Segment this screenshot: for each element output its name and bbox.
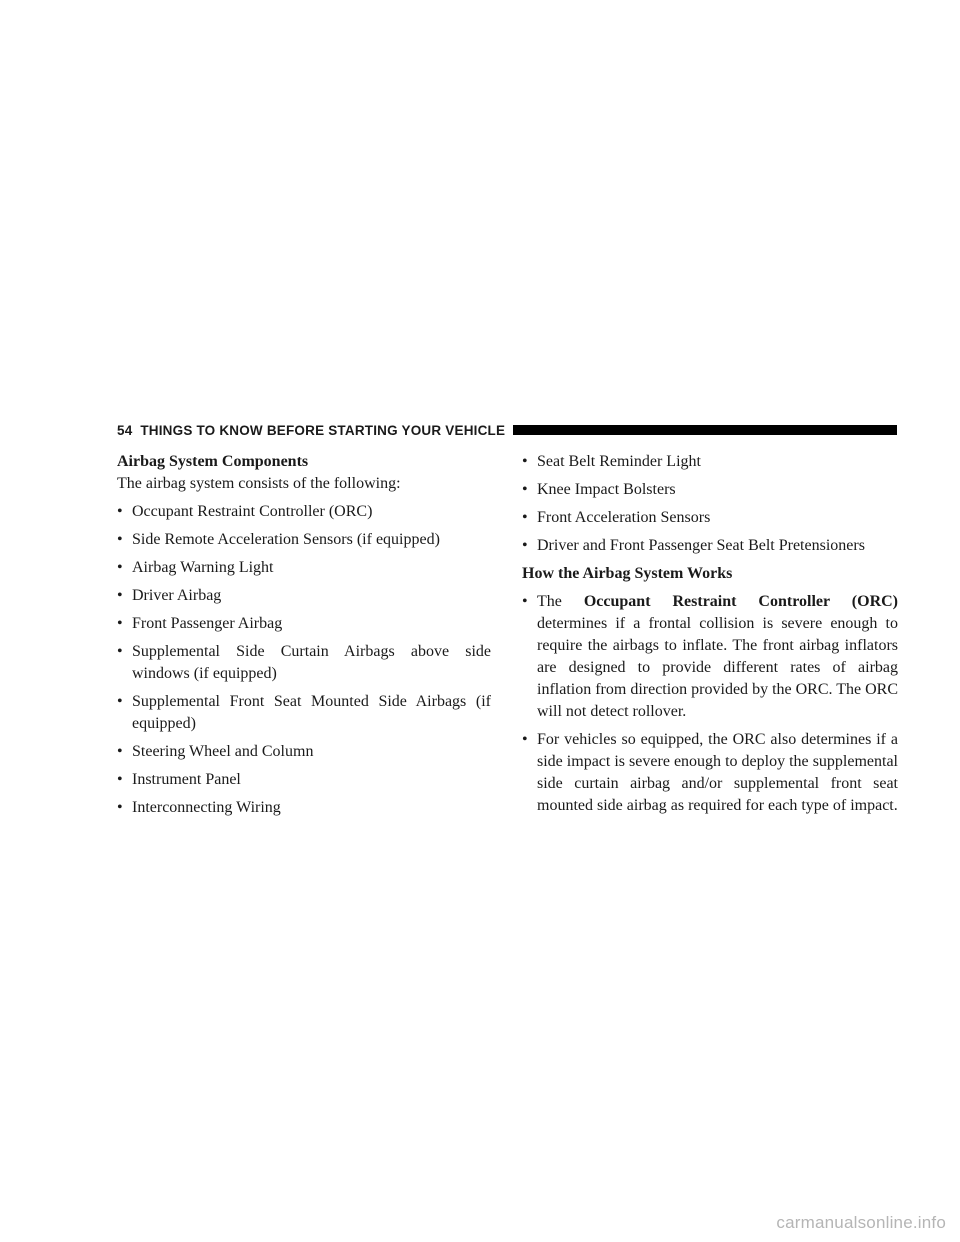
list-item: • Instrument Panel (117, 769, 491, 791)
components-heading: Airbag System Components (117, 453, 309, 470)
works-list (522, 591, 898, 817)
section-title: THINGS TO KNOW BEFORE STARTING YOUR VEHICLE (140, 422, 506, 438)
bullet-icon: • (117, 771, 123, 788)
list-item: • Supplemental Side Curtain Airbags above side windows (if equipped) (117, 643, 491, 682)
list-item: • Front Passenger Airbag (117, 613, 491, 635)
orc-bold-term: Occupant Restraint Controller (ORC) (583, 593, 899, 610)
bullet-icon: • (522, 731, 528, 748)
list-item: • Supplemental Front Seat Mounted Side Airbags (if equipped) (117, 693, 491, 732)
bullet-icon: • (117, 799, 123, 816)
bullet-icon: • (117, 503, 123, 520)
header-text (117, 423, 505, 438)
list-item: • Side Remote Acceleration Sensors (if equipped) (117, 529, 491, 551)
list-item: • Seat Belt Reminder Light (522, 451, 898, 473)
components-intro: The airbag system consists of the following: (117, 475, 401, 492)
bullet-icon: • (522, 481, 528, 498)
left-column (117, 451, 491, 825)
bullet-icon: • (117, 693, 123, 710)
list-item: • Interconnecting Wiring (117, 797, 491, 819)
list-item: • Knee Impact Bolsters (522, 479, 898, 501)
bullet-icon: • (522, 537, 528, 554)
list-item: • Steering Wheel and Column (117, 741, 491, 763)
page-number: 54 (117, 422, 133, 438)
header-rule (513, 425, 897, 435)
right-column (522, 451, 898, 823)
list-item: • Airbag Warning Light (117, 557, 491, 579)
bullet-icon: • (522, 509, 528, 526)
list-item: • The Occupant Restraint Controller (ORC) determines if a frontal collision is severe enough to require the airbags to inflate. The front airbag inflators are designed to provide different rates of airbag inflation from direction provided by the ORC. The ORC will not detect rollover. (522, 593, 899, 720)
bullet-icon: • (117, 559, 123, 576)
bullet-icon: • (522, 453, 528, 470)
works-heading: How the Airbag System Works (522, 565, 733, 582)
list-item: • Front Acceleration Sensors (522, 507, 898, 529)
bullet-icon: • (117, 587, 123, 604)
list-item: • Driver and Front Passenger Seat Belt Pretensioners (522, 535, 898, 557)
bullet-icon: • (117, 615, 123, 632)
components-list-continued (522, 451, 898, 557)
bullet-icon: • (117, 643, 123, 660)
list-item: • Occupant Restraint Controller (ORC) (117, 501, 491, 523)
bullet-icon: • (522, 593, 528, 610)
page-header (117, 418, 897, 442)
list-item: • Driver Airbag (117, 585, 491, 607)
components-list (117, 501, 491, 819)
list-item: • For vehicles so equipped, the ORC also determines if a side impact is severe enough to deploy the supplemental side curtain airbag and/or supplemental front seat mounted side airbag as required for each type of impact. (522, 731, 898, 814)
bullet-icon: • (117, 743, 123, 760)
watermark: carmanualsonline.info (776, 1213, 946, 1232)
bullet-icon: • (117, 531, 123, 548)
